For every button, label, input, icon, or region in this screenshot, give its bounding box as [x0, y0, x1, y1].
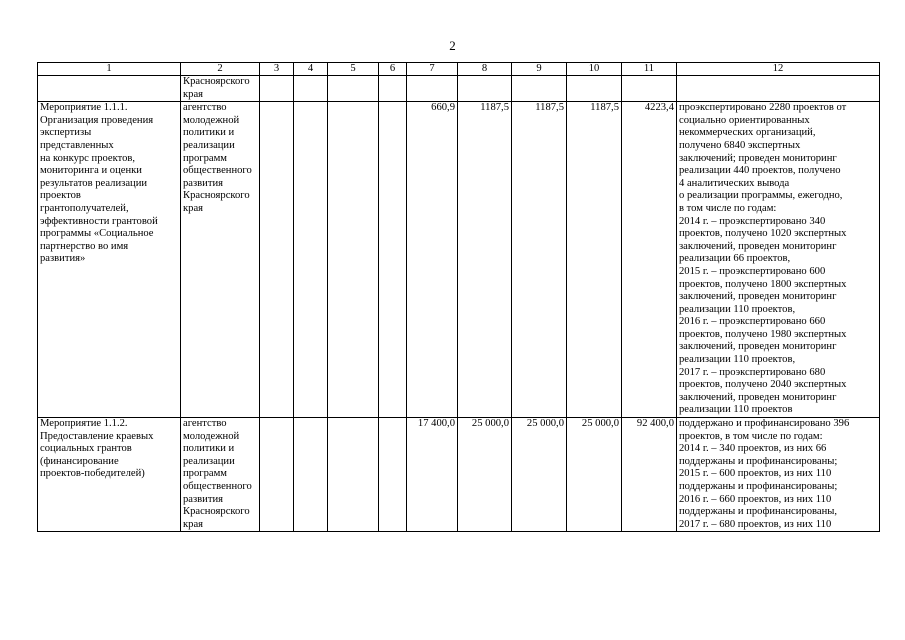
executor-cell: агентство молодежной политики и реализации программ общественного развития Красноярского края	[181, 418, 260, 532]
empty-cell	[328, 102, 379, 418]
empty-cell	[294, 418, 328, 532]
empty-cell	[512, 76, 567, 102]
empty-cell	[677, 76, 880, 102]
table-row	[38, 102, 880, 418]
value-cell-col7: 17 400,0	[407, 418, 458, 532]
value-cell-col11: 92 400,0	[622, 418, 677, 532]
header-cell-4: 4	[294, 63, 328, 76]
empty-cell	[379, 102, 407, 418]
empty-cell	[328, 76, 379, 102]
value-cell-col9: 1187,5	[512, 102, 567, 418]
empty-cell	[379, 76, 407, 102]
header-cell-7: 7	[407, 63, 458, 76]
header-cell-5: 5	[328, 63, 379, 76]
empty-cell	[622, 76, 677, 102]
program-activities-table	[37, 62, 880, 532]
continuation-row	[38, 76, 880, 102]
empty-cell	[328, 418, 379, 532]
table-row	[38, 418, 880, 532]
executor-cell: агентство молодежной политики и реализации программ общественного развития Красноярского края	[181, 102, 260, 418]
empty-cell	[294, 76, 328, 102]
header-cell-6: 6	[379, 63, 407, 76]
header-cell-2: 2	[181, 63, 260, 76]
header-cell-1: 1	[38, 63, 181, 76]
empty-cell	[379, 418, 407, 532]
empty-cell	[458, 76, 512, 102]
activity-name-cell: Мероприятие 1.1.2. Предоставление краевых социальных грантов (финансирование проектов-победителей)	[38, 418, 181, 532]
value-cell-col9: 25 000,0	[512, 418, 567, 532]
expected-result-cell: поддержано и профинансировано 396 проектов, в том числе по годам: 2014 г. – 340 проектов, из них 66 поддержаны и профинансированы; 2015 г. – 600 проектов, из них 110 поддержаны и профинансированы; 2016 г. – 660 проектов, из них 110 поддержаны и профинансированы, 2017 г. – 680 проектов, из них 110	[677, 418, 880, 532]
executor-cell: Красноярского края	[181, 76, 260, 102]
value-cell-col8: 25 000,0	[458, 418, 512, 532]
empty-cell	[294, 102, 328, 418]
header-cell-8: 8	[458, 63, 512, 76]
expected-result-cell: проэкспертировано 2280 проектов от социально ориентированных некоммерческих организаций, получено 6840 экспертных заключений; проведен мониторинг реализации 440 проектов, получено 4 аналитических вывода о реализации программы, ежегодно, в том числе по годам: 2014 г. – проэкспертировано 340 проектов, получено 1020 экспертных заключений, проведен мониторинг реализации 66 проектов, 2015 г. – проэкспертировано 600 проектов, получено 1800 экспертных заключений, проведен мониторинг реализации 110 проектов, 2016 г. – проэкспертировано 660 проектов, получено 1980 экспертных заключений, проведен мониторинг реализации 110 проектов, 2017 г. – проэкспертировано 680 проектов, получено 2040 экспертных заключений, проведен мониторинг реализации 110 проектов	[677, 102, 880, 418]
header-cell-11: 11	[622, 63, 677, 76]
value-cell-col10: 1187,5	[567, 102, 622, 418]
empty-cell	[260, 418, 294, 532]
empty-cell	[260, 76, 294, 102]
header-row	[38, 63, 880, 76]
empty-cell	[38, 76, 181, 102]
activity-name-cell: Мероприятие 1.1.1. Организация проведения экспертизы представленных на конкурс проектов, мониторинга и оценки результатов реализации проектов грантополучателей, эффективности грантовой программы «Социальное партнерство во имя развития»	[38, 102, 181, 418]
header-cell-3: 3	[260, 63, 294, 76]
page-number: 2	[449, 38, 456, 53]
header-cell-12: 12	[677, 63, 880, 76]
empty-cell	[260, 102, 294, 418]
empty-cell	[567, 76, 622, 102]
value-cell-col7: 660,9	[407, 102, 458, 418]
value-cell-col8: 1187,5	[458, 102, 512, 418]
empty-cell	[407, 76, 458, 102]
value-cell-col10: 25 000,0	[567, 418, 622, 532]
value-cell-col11: 4223,4	[622, 102, 677, 418]
header-cell-9: 9	[512, 63, 567, 76]
header-cell-10: 10	[567, 63, 622, 76]
